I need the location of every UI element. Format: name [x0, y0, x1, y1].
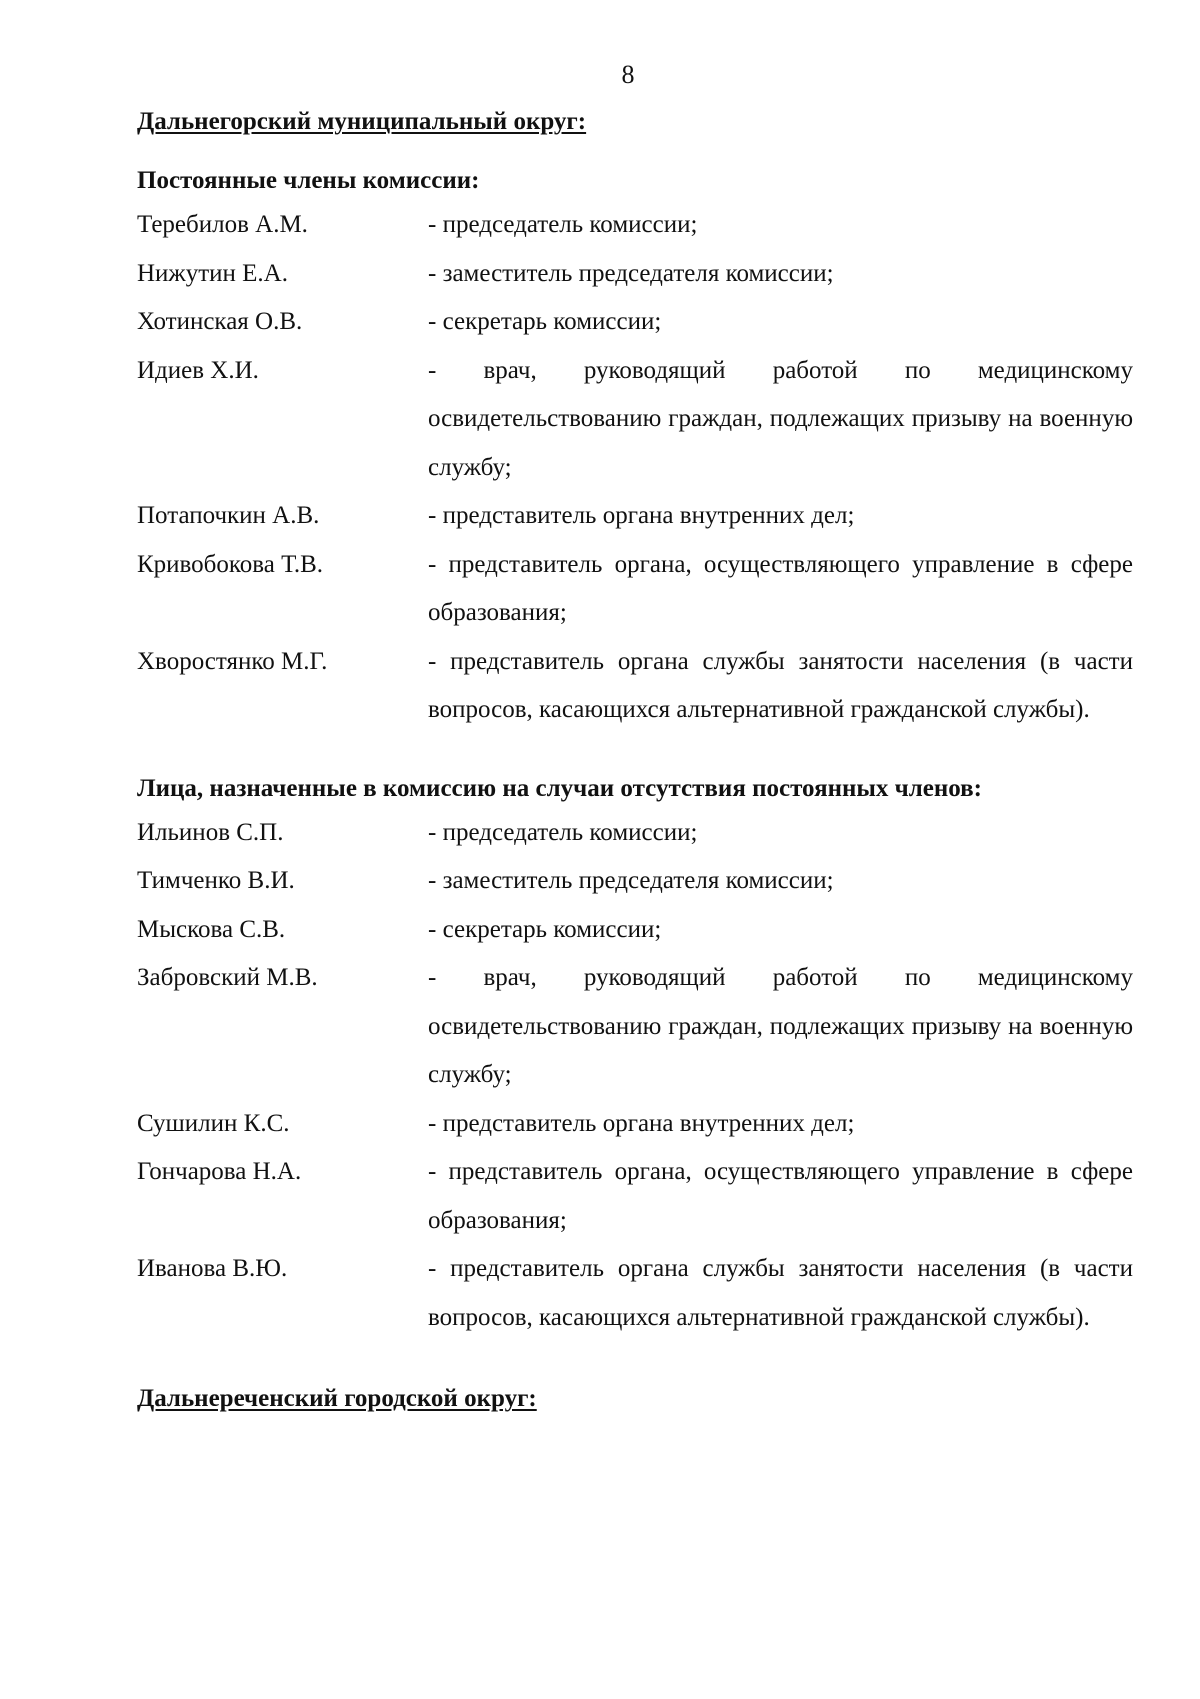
- district-title-dalnegorsk: Дальнегорский муниципальный округ:: [137, 108, 587, 135]
- member-name: Ильинов С.П.: [137, 818, 284, 846]
- member-name: Хотинская О.В.: [137, 308, 303, 335]
- member-role: - секретарь комиссии;: [428, 915, 662, 943]
- member-row: [137, 638, 1133, 735]
- member-row: [137, 809, 1133, 858]
- substitute-members-list: [137, 809, 1133, 1343]
- page-number: 8: [621, 60, 635, 89]
- member-role: - заместитель председателя комиссии;: [428, 259, 834, 287]
- district-title-dalnerechensk: Дальнереченский городской округ:: [137, 1385, 537, 1412]
- member-role: - представитель органа службы занятости населения (в части вопросов, касающихся альтернативной гражданской службы).: [428, 647, 1133, 723]
- member-name: Тимченко В.И.: [137, 867, 295, 894]
- member-name: Теребилов А.М.: [137, 211, 308, 238]
- member-role: - представитель органа, осуществляющего управление в сфере образования;: [428, 1158, 1133, 1234]
- member-row: [137, 954, 1133, 1100]
- member-row: [137, 1148, 1133, 1245]
- member-name: Идиев Х.И.: [137, 356, 259, 384]
- member-name: Иванова В.Ю.: [137, 1255, 288, 1282]
- member-row: [137, 857, 1133, 906]
- member-role: - врач, руководящий работой по медицинскому освидетельствованию граждан, подлежащих призыву на военную службу;: [428, 964, 1133, 1088]
- member-name: Хворостянко М.Г.: [137, 647, 328, 675]
- member-row: [137, 201, 1133, 250]
- member-row: [137, 347, 1133, 493]
- member-role: - секретарь комиссии;: [428, 308, 662, 335]
- member-role: - председатель комиссии;: [428, 818, 698, 846]
- member-name: Сушилин К.С.: [137, 1109, 290, 1137]
- member-role: - представитель органа внутренних дел;: [428, 1109, 855, 1137]
- member-role: - представитель органа, осуществляющего управление в сфере образования;: [428, 550, 1133, 626]
- member-name: Потапочкин А.В.: [137, 502, 320, 529]
- member-name: Нижутин Е.А.: [137, 259, 288, 287]
- permanent-members-list: [137, 201, 1133, 735]
- permanent-members-heading: Постоянные члены комиссии:: [137, 167, 480, 194]
- member-name: Гончарова Н.А.: [137, 1158, 302, 1185]
- member-row: [137, 1100, 1133, 1149]
- document-content: [137, 105, 1133, 1416]
- member-role: - врач, руководящий работой по медицинскому освидетельствованию граждан, подлежащих призыву на военную службу;: [428, 356, 1133, 481]
- member-row: [137, 492, 1133, 541]
- member-row: [137, 250, 1133, 299]
- member-role: - заместитель председателя комиссии;: [428, 867, 834, 894]
- substitute-members-heading: Лица, назначенные в комиссию на случаи отсутствия постоянных членов:: [137, 774, 982, 802]
- member-role: - представитель органа внутренних дел;: [428, 502, 855, 529]
- member-role: - председатель комиссии;: [428, 211, 698, 238]
- member-name: Кривобокова Т.В.: [137, 550, 324, 578]
- member-row: [137, 906, 1133, 955]
- member-name: Мыскова С.В.: [137, 915, 286, 943]
- member-row: [137, 541, 1133, 638]
- member-row: [137, 1245, 1133, 1342]
- member-name: Забровский М.В.: [137, 964, 318, 991]
- member-role: - представитель органа службы занятости населения (в части вопросов, касающихся альтернативной гражданской службы).: [428, 1255, 1133, 1331]
- member-row: [137, 298, 1133, 347]
